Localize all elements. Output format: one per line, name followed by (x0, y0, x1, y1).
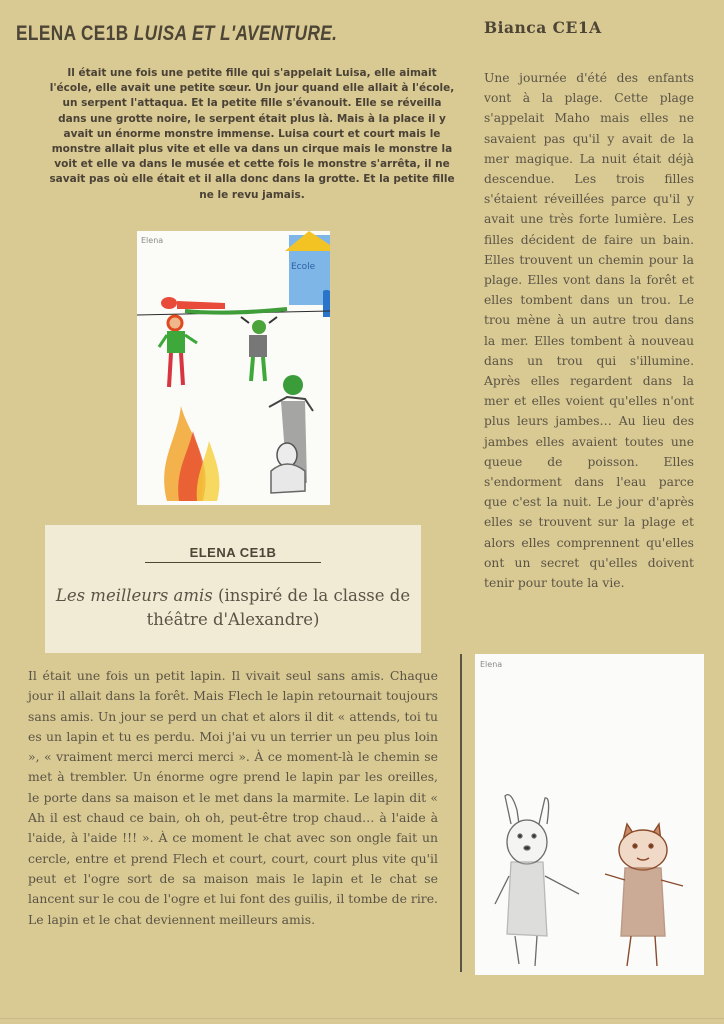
rabbit-figure (495, 795, 579, 966)
rabbit-ear-right (539, 798, 549, 824)
snake-body (185, 309, 287, 313)
lying-girl-dress (177, 301, 225, 309)
story-beach-text: Une journée d'été des enfants vont à la plage. Cette plage s'appelait Maho mais elles ne savaient pas qu'il y avait de la mer magique. La nuit était déjà descendue. Les trois filles s'étaient réveillées parce qu'il y avait une très forte lumière. Les filles décident de faire un bain. Elles trouvent un chemin pour la plage. Elles vont dans la forêt et elles tombent dans un trou. Le trou mène à un autre trou dans la mer. Elles tombent à nouveau dans un trou qui s'illumine. Après elles regardent dans la mer et elles voient qu'elles n'ont plus leurs jambes… Au lieu des jambes elles avaient toutes une queue de poisson. Elles s'endorment dans l'eau parce que c'est la nuit. Le jour d'après elles se trouvent sur la plage et alors elles comprennent qu'elles ont un secret qu'elles doivent tenir pour toute la vie. (484, 71, 694, 591)
girl-dress (167, 331, 185, 353)
school-door (323, 290, 330, 317)
girl-leg-left (169, 353, 171, 387)
monster-head (283, 375, 303, 395)
cat-figure (605, 824, 683, 966)
ghost-body (271, 464, 305, 493)
box-title-italic: Les meilleurs amis (55, 586, 213, 605)
rabbit-cat-drawing-image (475, 654, 704, 975)
rabbit-cat-drawing-svg (475, 654, 704, 975)
jester-leg-left (251, 357, 253, 381)
girl-head (168, 316, 182, 330)
cat-eye-left (633, 844, 637, 848)
jester-body (249, 335, 267, 357)
page-title (16, 22, 337, 46)
girl-leg-right (181, 353, 183, 385)
drawing-signature: Elena (141, 236, 164, 245)
girl-arm-left (159, 335, 167, 347)
jester-head (252, 320, 266, 334)
box-title-rest: (inspiré de la classe de théâtre d'Alexandre) (146, 586, 411, 629)
story-luisa-text: Il était une fois une petite fille qui s'appelait Luisa, elle aimait l'école, elle avait une petite sœur. Un jour quand elle allait à l'école, un serpent l'attaqua. Et la petite fille s'évanouit. Elle se réveilla dans une grotte noire, le serpent était plus là. Mais à la place il y avait un énorme monstre immense. Luisa court et court mais le monstre allait plus vite et elle va dans un cirque mais le monstre la voit et elle va dans le musée et cette fois le monstre s'arrêta, il ne savait pas où elle était et il alla donc dans la grotte. Et la petite fille ne le revu jamais. (49, 67, 455, 201)
title-story-name: LUISA ET L'AVENTURE. (133, 22, 338, 45)
title-author: ELENA CE1B (16, 22, 129, 45)
column-divider (460, 654, 462, 972)
drawing-signature: Elena (480, 660, 503, 669)
cat-head (619, 830, 667, 870)
story-title-box (45, 525, 421, 653)
rabbit-eye-left (518, 834, 522, 838)
jester-leg-right (263, 357, 265, 381)
rabbit-nose (524, 846, 530, 850)
rabbit-legs (515, 936, 537, 966)
box-author: ELENA CE1B (145, 545, 321, 563)
cat-legs (627, 936, 657, 966)
luisa-drawing-svg (137, 231, 330, 505)
cat-eye-right (649, 844, 653, 848)
rabbit-body (507, 862, 547, 936)
rabbit-ear-left (505, 795, 519, 824)
girl-arm-right (185, 335, 197, 343)
page-footer-line (0, 1018, 724, 1019)
luisa-drawing-image (137, 231, 330, 505)
cat-body (621, 868, 665, 936)
rabbit-eye-right (532, 834, 536, 838)
box-story-title (45, 584, 421, 632)
school-sign: Ecole (291, 262, 316, 272)
lying-girl-hair (161, 297, 177, 309)
right-column-author: Bianca CE1A (484, 18, 602, 37)
story-friends-text: Il était une fois un petit lapin. Il vivait seul sans amis. Chaque jour il allait dans la forêt. Mais Flech le lapin retournait toujours sans amis. Un jour se perd un chat et alors il dit « attends, toi tu es un lapin et tu es perdu. Moi j'ai vu un terrier un peu plus loin », « vraiment merci merci merci ». À ce moment-là le chemin se met à trembler. Un énorme ogre prend le lapin par les oreilles, le porte dans sa maison et le met dans la marmite. Le lapin dit « Ah il est chaud ce bain, oh oh, peut-être trop chaud… à l'aide à l'aide, à l'aide !!! ». À ce moment le chat avec son ongle fait un cercle, entre et prend Flech et court, court, court plus vite qu'il peut et l'ogre sort de sa maison mais le lapin et le chat se lancent sur le cou de l'ogre et lui font des guilis, il tombe de rire. Le lapin et le chat deviennent meilleurs amis. (28, 668, 438, 927)
rabbit-head (507, 820, 547, 864)
